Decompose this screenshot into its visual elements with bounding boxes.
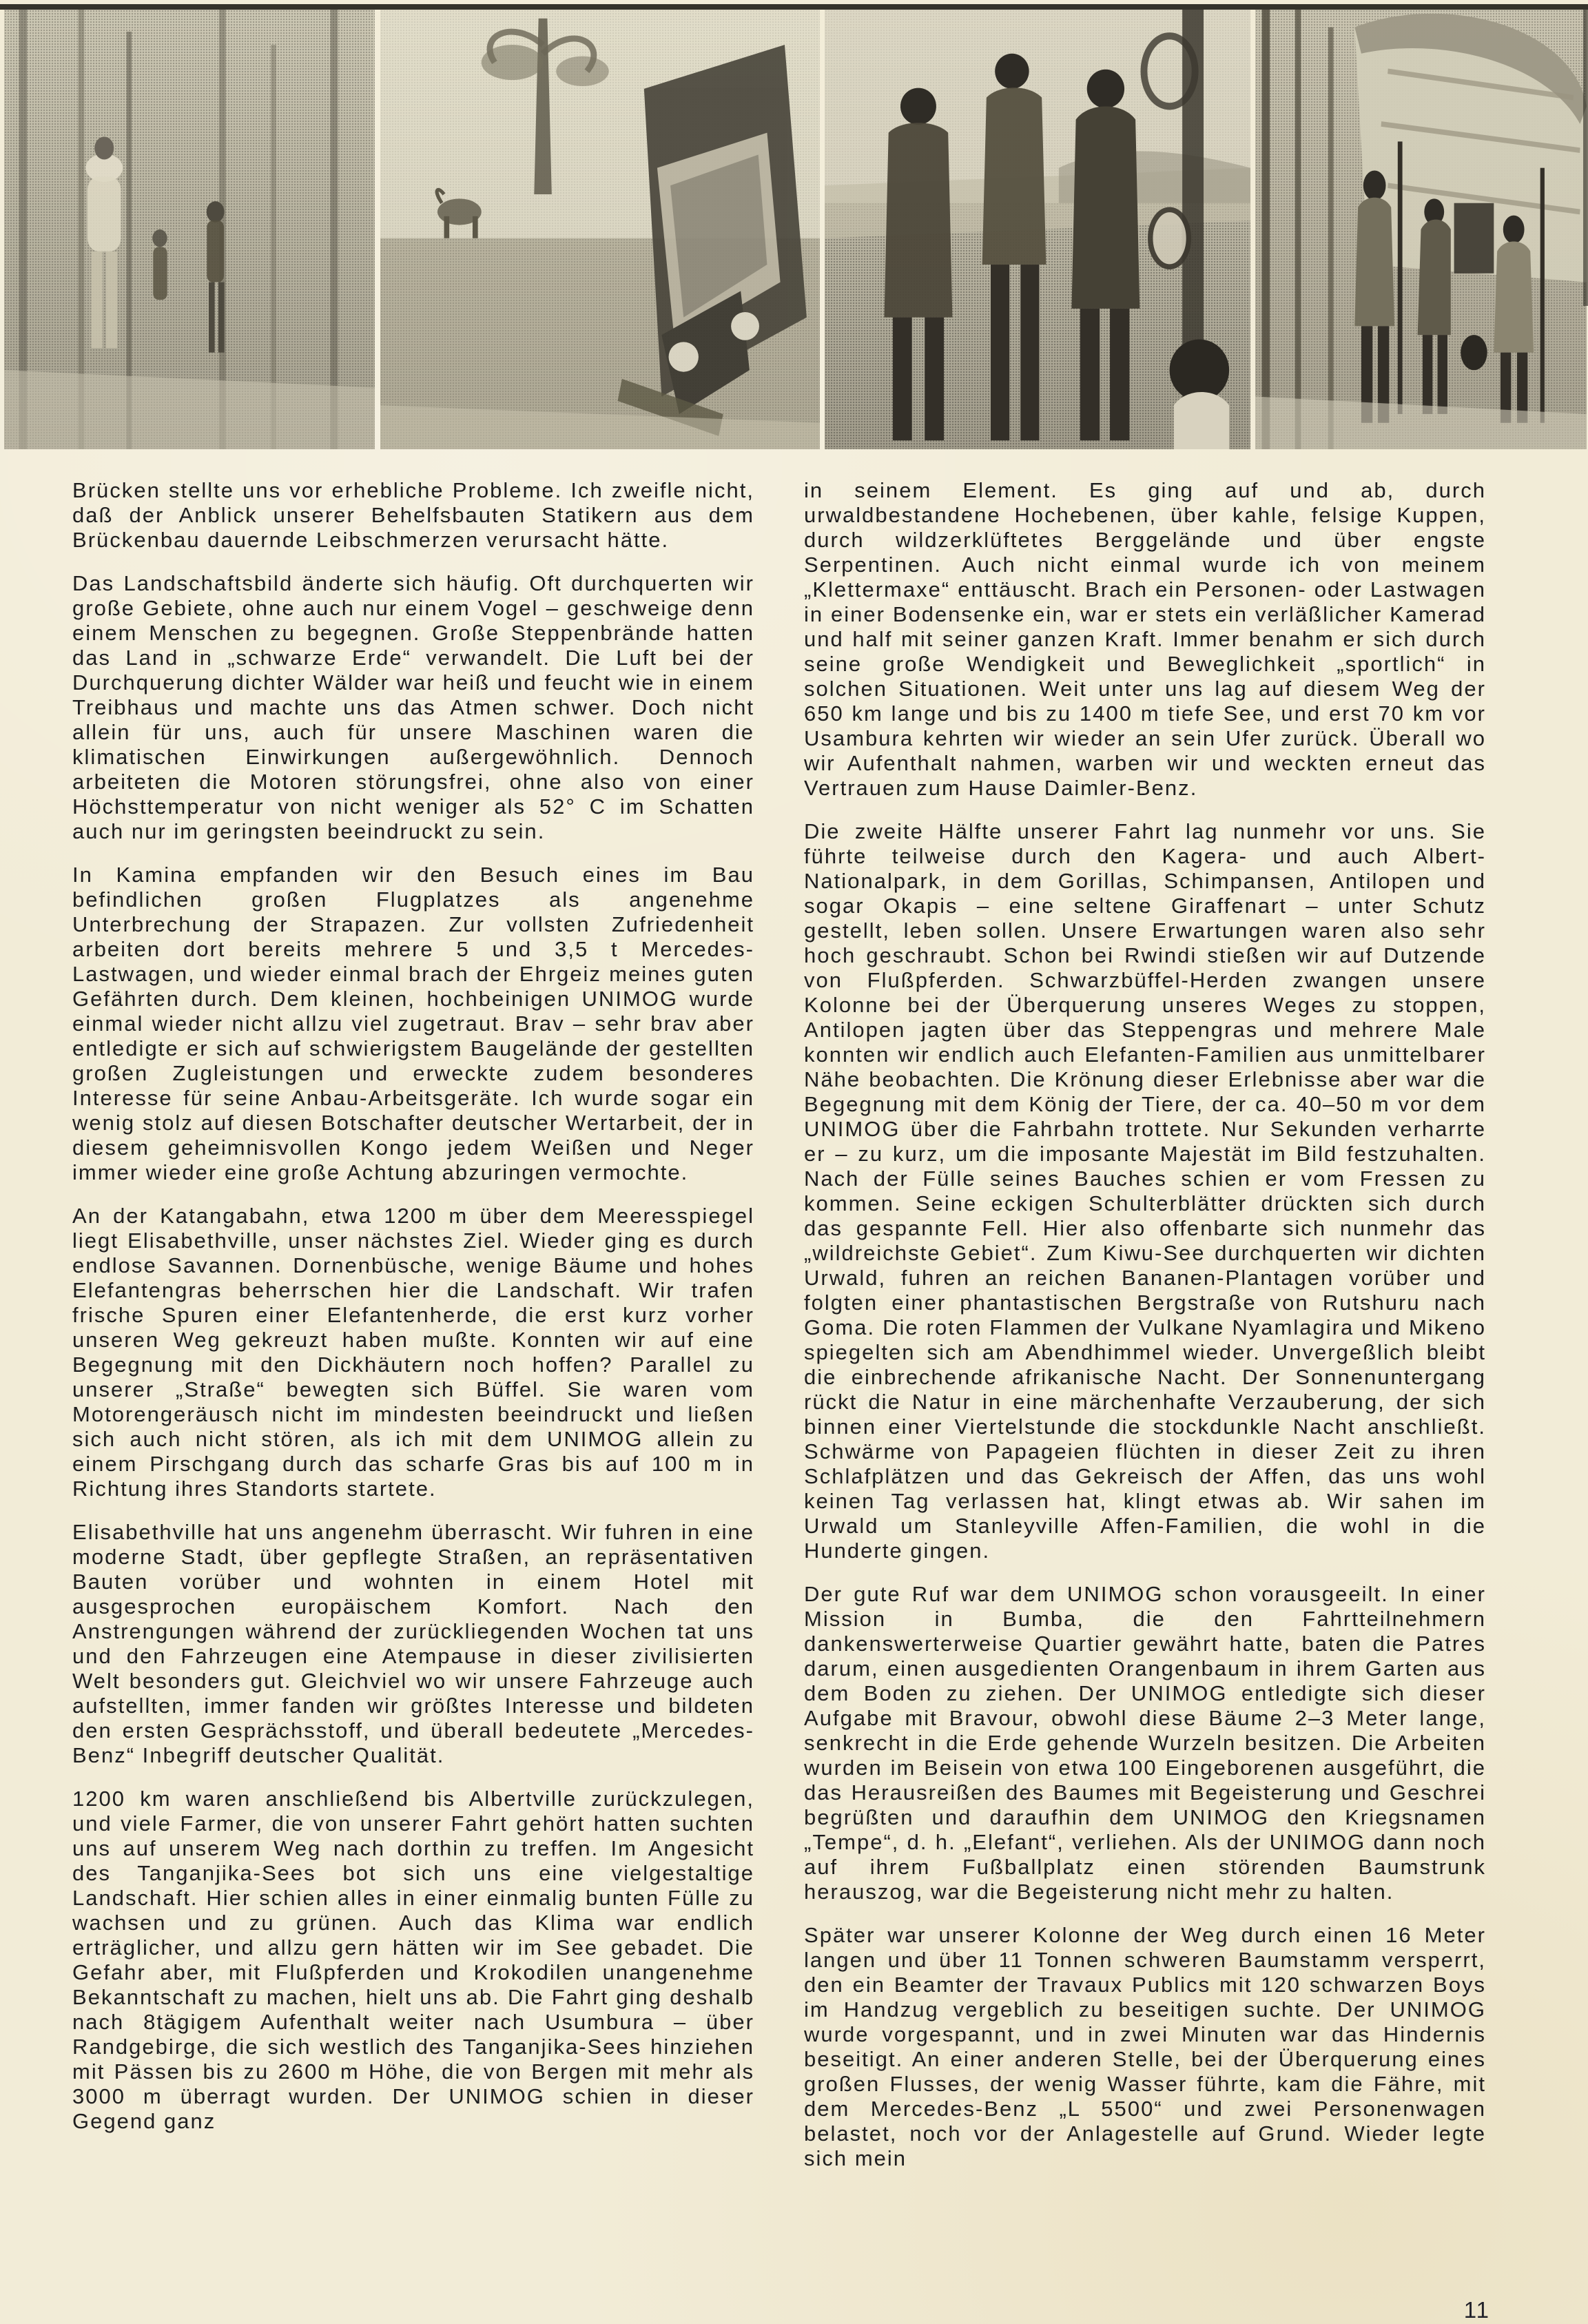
photo-unimog-savanna (380, 10, 820, 449)
scan-edge-shadow (1583, 10, 1588, 306)
text-column-left (72, 478, 754, 2134)
strip-top-border (0, 4, 1588, 10)
photo-placeholder-art (380, 10, 820, 449)
photo-thatched-hut-group (1255, 10, 1587, 449)
paragraph: in seinem Element. Es ging auf und ab, durch urwaldbestandene Hochebenen, über kahle, felsige Kuppen, durch wildzerklüftetes Berggelände und über engste Serpentinen. Auch nicht einmal wurde ich von meinem „Klettermaxe“ enttäuscht. Brach ein Personen- oder Lastwagen in einer Bodensenke ein, war er stets ein verläßlicher Kamerad und half mit seiner ganzen Kraft. Immer benahm er sich durch seine große Wendigkeit und Beweglichkeit „sportlich“ in solchen Situationen. Weit unter uns lag auf diesem Weg der 650 km lange und bis zu 1400 m tiefe See, und erst 70 km vor Usambura kehrten wir wieder an sein Ufer zurück. Überall wo wir Aufenthalt nahmen, warben wir und weckten erneut das Vertrauen zum Hause Daimler-Benz. (804, 478, 1486, 800)
page-number: 11 (1463, 2297, 1490, 2323)
photo-bush-man-and-children (4, 10, 375, 449)
paragraph: An der Katangabahn, etwa 1200 m über dem Meeresspiegel liegt Elisabethville, unser nächstes Ziel. Wieder ging es durch endlose Savannen. Dornenbüsche, wenige Bäume und hohes Elefantengras beherrschen hier die Landschaft. Wir trafen frische Spuren einer Elefantenherde, die erst kurz vorher unseren Weg gekreuzt haben mußte. Konnten wir auf eine Begegnung mit den Dickhäutern noch hoffen? Parallel zu unserer „Straße“ bewegten sich Büffel. Sie waren vom Motorengeräusch nicht im mindesten beeindruckt und ließen sich auch nicht stören, als ich mit dem UNIMOG allein zu einem Pirschgang durch das scharfe Gras bis auf 100 m in Richtung ihres Standorts startete. (72, 1204, 754, 1501)
paragraph: Das Landschaftsbild änderte sich häufig. Oft durchquerten wir große Gebiete, ohne auch nur einem Vogel – geschweige denn einem Menschen zu begegnen. Große Steppenbrände hatten das Land in „schwarze Erde“ verwandelt. Die Luft bei der Durchquerung dichter Wälder war heiß und feucht wie in einem Treibhaus und machte uns das Atmen schwer. Doch nicht allein für uns, auch für unsere Maschinen waren die klimatischen Einwirkungen außergewöhnlich. Dennoch arbeiteten die Motoren störungsfrei, ohne also von einer Höchsttemperatur von nicht weniger als 52° C im Schatten auch nur im geringsten beeindruckt zu sein. (72, 571, 754, 843)
paragraph: 1200 km waren anschließend bis Albertville zurückzulegen, und viele Farmer, die von unserer Fahrt gehört hatten suchten uns auf unserem Weg nach dorthin zu treffen. Im Angesicht des Tanganjika-Sees bot sich uns eine vielgestaltige Landschaft. Hier schien alles in einer einmalig bunten Fülle zu wachsen und zu grünen. Auch das Klima war endlich erträglicher, und allzu gern hätten wir im See gebadet. Die Gefahr aber, mit Flußpferden und Krokodilen unangenehme Bekanntschaft zu machen, hielt uns ab. Die Fahrt ging deshalb nach 8tägigem Aufenthalt weiter nach Usumbura – über Randgebirge, die sich westlich des Tanganjika-Sees hinziehen mit Pässen bis zu 2600 m Höhe, die von Bergen mit mehr als 3000 m überragt wurden. Der UNIMOG schien in dieser Gegend ganz (72, 1787, 754, 2133)
photo-placeholder-art (4, 10, 375, 449)
text-column-right (804, 478, 1486, 2171)
paragraph: Der gute Ruf war dem UNIMOG schon vorausgeeilt. In einer Mission in Bumba, die den Fahrtteilnehmern dankenswerterweise Quartier gewährt hatte, baten die Patres darum, einen ausgedienten Orangenbaum in ihrem Garten aus dem Boden zu ziehen. Der UNIMOG entledigte sich dieser Aufgabe mit Bravour, obwohl diese Bäume 2–3 Meter lange, senkrecht in die Erde gehende Wurzeln besitzen. Die Arbeiten wurden im Beisein von etwa 100 Eingeborenen ausgeführt, die das Herausreißen des Baumes mit Begeisterung und Geschrei begrüßten und daraufhin dem UNIMOG den Kriegsnamen „Tempe“, d. h. „Elefant“, verliehen. Als der UNIMOG dann noch auf ihrem Fußballplatz einen störenden Baumstrunk herauszog, war die Begeisterung nicht mehr zu halten. (804, 1582, 1486, 1904)
photo-placeholder-art (825, 10, 1250, 449)
paragraph: Brücken stellte uns vor erhebliche Probleme. Ich zweifle nicht, daß der Anblick unserer Behelfsbauten Statikern aus dem Brückenbau dauernde Leibschmerzen verursacht hätte. (72, 478, 754, 552)
paragraph: In Kamina empfanden wir den Besuch eines im Bau befindlichen großen Flugplatzes als angenehme Unterbrechung der Strapazen. Zur vollsten Zufriedenheit arbeiten dort bereits mehrere 5 und 3,5 t Mercedes-Lastwagen, und wieder einmal brach der Ehrgeiz meines guten Gefährten durch. Dem kleinen, hochbeinigen UNIMOG wurde einmal wieder nicht allzu viel zugetraut. Brav – sehr brav aber entledigte er sich auf schwierigstem Baugelände der gestellten großen Zugleistungen und erweckte zudem besonderes Interesse für seine Anbau-Arbeitsgeräte. Ich wurde sogar ein wenig stolz auf diesen Botschafter deutscher Wertarbeit, der in diesem geheimnisvollen Kongo jedem Weißen und Neger immer wieder eine große Achtung abzuringen vermochte. (72, 863, 754, 1184)
photo-strip (0, 4, 1588, 449)
photo-three-men-at-vehicle (825, 10, 1250, 449)
paragraph: Die zweite Hälfte unserer Fahrt lag nunmehr vor uns. Sie führte teilweise durch den Kagera- und auch Albert-Nationalpark, in dem Gorillas, Schimpansen, Antilopen und sogar Okapis – eine seltene Giraffenart – unter Schutz gestellt, leben sollen. Unsere Erwartungen waren also sehr hoch geschraubt. Schon bei Rwindi stießen wir auf Dutzende von Flußpferden. Schwarzbüffel-Herden zwangen unsere Kolonne bei der Überquerung unseres Weges zu stoppen, Antilopen jagten über das Steppengras und mehrere Male konnten wir endlich auch Elefanten-Familien aus unmittelbarer Nähe beobachten. Die Krönung dieser Erlebnisse aber war die Begegnung mit dem König der Tiere, der ca. 40–50 m vor dem UNIMOG über die Fahrbahn trottete. Nur Sekunden verharrte er – zu kurz, um die imposante Majestät im Bild festzuhalten. Nach der Fülle seines Bauches schien er vom Fressen zu kommen. Seine eckigen Schulterblätter drückten sich durch das gespannte Fell. Hier also offenbarte sich nunmehr das „wildreichste Gebiet“. Zum Kiwu-See durchquerten wir dichten Urwald, fuhren an reichen Bananen-Plantagen vorüber und folgten einer phantastischen Bergstraße von Rutshuru nach Goma. Die roten Flammen der Vulkane Nyamlagira und Mikeno spiegelten sich am Abendhimmel wieder. Unvergeßlich bleibt die einbrechende afrikanische Nacht. Der Sonnenuntergang rückt die Natur in eine märchenhafte Verzauberung, der sich binnen einer Viertelstunde die stockdunkle Nacht anschließt. Schwärme von Papageien flüchten in dieser Zeit zu ihren Schlafplätzen und das Gekreisch der Affen, das uns wohl keinen Tag verlassen hat, klingt etwas ab. Wir sahen im Urwald um Stanleyville Affen-Familien, die wohl in die Hunderte gingen. (804, 819, 1486, 1563)
paragraph: Später war unserer Kolonne der Weg durch einen 16 Meter langen und über 11 Tonnen schweren Baumstamm versperrt, den ein Beamter der Travaux Publics mit 120 schwarzen Boys im Handzug vergeblich zu beseitigen suchte. Der UNIMOG wurde vorgespannt, und in zwei Minuten war das Hindernis beseitigt. An einer anderen Stelle, bei der Überquerung eines großen Flusses, der wenig Wasser führte, kam die Fähre, mit dem Mercedes-Benz „L 5500“ und zwei Personenwagen belastet, noch vor der Anlagestelle auf Grund. Wieder legte sich mein (804, 1923, 1486, 2170)
photo-placeholder-art (1255, 10, 1587, 449)
paragraph: Elisabethville hat uns angenehm überrascht. Wir fuhren in eine moderne Stadt, über gepflegte Straßen, an repräsentativen Bauten vorüber und wohnten in einem Hotel mit ausgesprochen europäischem Komfort. Nach den Anstrengungen während der zurückliegenden Wochen tat uns und den Fahrzeugen eine Atempause in dieser zivilisierten Welt besonders gut. Gleichviel wo wir unsere Fahrzeuge auch aufstellten, immer fanden wir größtes Interesse und bildeten den ersten Gesprächsstoff, und überall bedeutete „Mercedes-Benz“ Inbegriff deutscher Qualität. (72, 1520, 754, 1767)
